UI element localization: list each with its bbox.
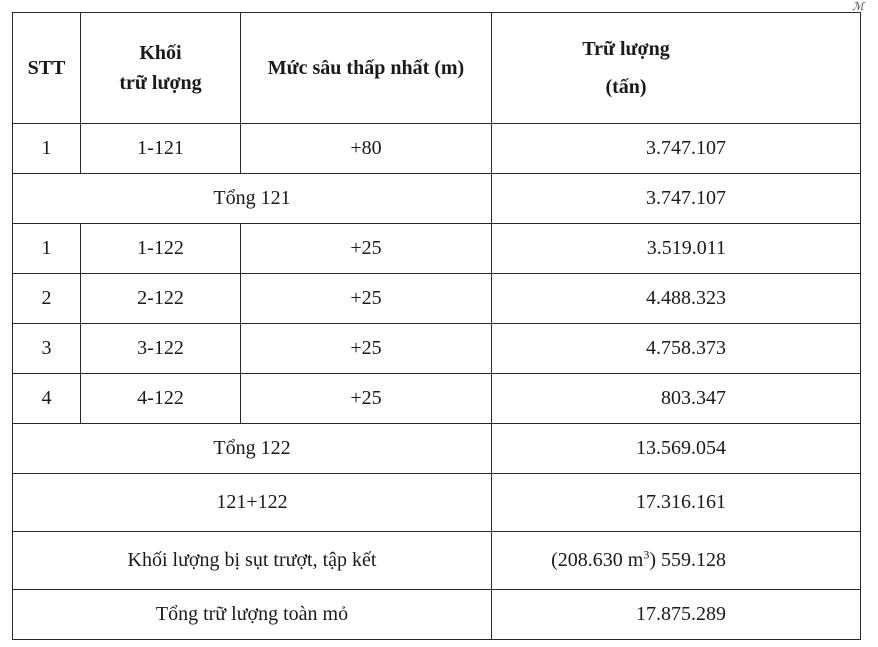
table-row-landslide xyxy=(13,532,861,590)
table-row-subtotal xyxy=(13,174,861,224)
cell-reserve: 4.488.323 xyxy=(492,274,861,324)
cell-stt: 1 xyxy=(13,224,81,274)
header-block xyxy=(81,13,241,124)
cell-reserve: 17.316.161 xyxy=(492,474,861,532)
header-depth: Mức sâu thấp nhất (m) xyxy=(241,13,492,124)
cell-stt: 4 xyxy=(13,374,81,424)
header-block-line1: Khối xyxy=(139,42,182,64)
cell-block: 1-122 xyxy=(81,224,241,274)
cell-stt: 2 xyxy=(13,274,81,324)
cell-depth: +25 xyxy=(241,324,492,374)
cell-block: 2-122 xyxy=(81,274,241,324)
cell-depth: +25 xyxy=(241,224,492,274)
landslide-volume-prefix: (208.630 m xyxy=(551,549,644,571)
table-row xyxy=(13,124,861,174)
cell-grand-total-label: Tổng trữ lượng toàn mỏ xyxy=(13,590,492,640)
header-block-line2: trữ lượng xyxy=(119,72,202,94)
cell-block: 1-121 xyxy=(81,124,241,174)
header-reserve xyxy=(492,13,861,124)
table-row-combined xyxy=(13,474,861,532)
table-row xyxy=(13,274,861,324)
table-row-subtotal xyxy=(13,424,861,474)
cell-reserve-landslide xyxy=(492,532,861,590)
cell-reserve: 13.569.054 xyxy=(492,424,861,474)
cell-subtotal-label: Tổng 122 xyxy=(13,424,492,474)
cell-reserve: 3.747.107 xyxy=(492,174,861,224)
cell-grand-total-reserve: 17.875.289 xyxy=(492,590,861,640)
cell-depth: +25 xyxy=(241,374,492,424)
table-row-grand-total xyxy=(13,590,861,640)
table-row xyxy=(13,224,861,274)
header-reserve-line2: (tấn) xyxy=(605,76,647,98)
table-row xyxy=(13,324,861,374)
cell-depth: +80 xyxy=(241,124,492,174)
cell-stt: 3 xyxy=(13,324,81,374)
cell-landslide-label: Khối lượng bị sụt trượt, tập kết xyxy=(13,532,492,590)
corner-handwritten-mark: ℳ xyxy=(852,1,864,13)
header-stt: STT xyxy=(13,13,81,124)
cell-stt: 1 xyxy=(13,124,81,174)
header-reserve-line1: Trữ lượng xyxy=(582,38,670,60)
cell-combined-label: 121+122 xyxy=(13,474,492,532)
cell-depth: +25 xyxy=(241,274,492,324)
cell-block: 4-122 xyxy=(81,374,241,424)
reserve-table xyxy=(12,12,861,640)
cell-reserve: 3.519.011 xyxy=(492,224,861,274)
cell-block: 3-122 xyxy=(81,324,241,374)
table-row xyxy=(13,374,861,424)
cell-reserve: 4.758.373 xyxy=(492,324,861,374)
table-header-row xyxy=(13,13,861,124)
landslide-volume-suffix: ) 559.128 xyxy=(649,549,726,571)
cubic-superscript: 3 xyxy=(643,547,650,562)
cell-subtotal-label: Tổng 121 xyxy=(13,174,492,224)
cell-reserve: 3.747.107 xyxy=(492,124,861,174)
cell-reserve: 803.347 xyxy=(492,374,861,424)
